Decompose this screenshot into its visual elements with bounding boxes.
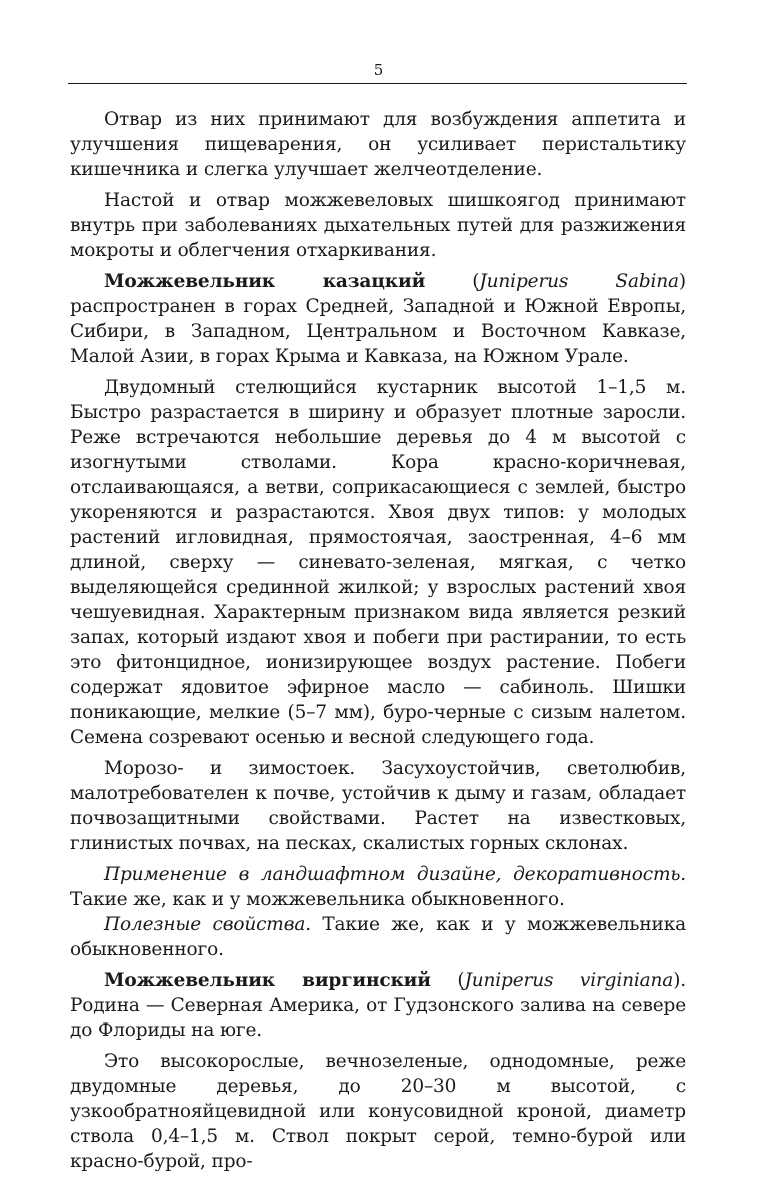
section-lead: Полезные свойства. [104,914,311,935]
paragraph-infusion [70,188,686,263]
paragraph-text: Такие же, как и у можжевельника обыкновенного. [70,914,686,960]
body-text [70,107,686,1174]
paragraph-landscape-use [70,862,686,912]
paragraph-sabina-description [70,375,686,750]
paragraph-text: Настой и отвар можжевеловых шишкоягод принимают внутрь при заболеваниях дыхательных путей для разжижения мокроты и облегчения отхаркивания. [70,190,686,261]
paragraph-appetite [70,107,686,182]
paren-open: ( [430,970,465,991]
header-rule [68,83,687,84]
page-number: 5 [373,61,384,79]
paragraph-text: Это высокорослые, вечнозеленые, однодомные, реже двудомные деревья, до 20–30 м высотой, с узкообратнояйцевидной или конусовидной кроной, диаметр ствола 0,4–1,5 м. Ствол покрыт серой, темно-бурой или красно-бурой, про- [70,1051,686,1172]
paragraph-useful-properties [70,912,686,962]
paragraph-text: Такие же, как и у можжевельника обыкновенного. [70,889,565,910]
paragraph-text: ) распространен в горах Средней, Западной и Южной Европы, Сибири, в Западном, Центральном и Восточном Кавказе, Малой Азии, в горах Крыма и Кавказа, на Южном Урале. [70,271,686,367]
species-title: Можжевельник виргинский [104,970,431,991]
species-latin-name: Juniperus Sabina [479,271,679,292]
paragraph-text: Отвар из них принимают для возбуждения аппетита и улучшения пищеварения, он усиливает перистальтику кишечника и слегка улучшает желчеотделение. [70,109,686,180]
species-title: Можжевельник казацкий [104,271,426,292]
paragraph-text: Двудомный стелющийся кустарник высотой 1–1,5 м. Быстро разрастается в ширину и образует плотные заросли. Реже встречаются небольшие деревья до 4 м высотой с изогнутыми стволами. Кора красно-коричневая, отслаивающаяся, а ветви, соприкасающиеся с землей, быстро укореняются и разрастаются. Хвоя двух типов: у молодых растений игловидная, прямостоячая, заостренная, 4–6 мм длиной, сверху — синевато-зеленая, мягкая, с четко выделяющейся срединной жилкой; у взрослых растений хвоя чешуевидная. Характерным признаком вида является резкий запах, который издают хвоя и побеги при растирании, то есть это фитонцидное, ионизирующее воздух растение. Побеги содержат ядовитое эфирное масло — сабиноль. Шишки поникающие, мелкие (5–7 мм), буро-черные с сизым налетом. Семена созревают осенью и весной следующего года. [70,377,686,748]
paragraph-virginiana-intro [70,968,686,1043]
paren-open: ( [425,271,480,292]
species-latin-name: Juniperus virginiana [464,970,674,991]
paragraph-sabina-intro [70,269,686,369]
paragraph-text: ). Родина — Северная Америка, от Гудзонского залива на севере до Флориды на юге. [70,970,686,1041]
paragraph-virginiana-description [70,1049,686,1174]
paragraph-text: Морозо- и зимостоек. Засухоустойчив, светолюбив, малотребователен к почве, устойчив к дыму и газам, обладает почвозащитными свойствами. Растет на известковых, глинистых почвах, на песках, скалистых горных склонах. [70,758,686,854]
section-lead: Применение в ландшафтном дизайне, декоративность. [104,864,686,885]
paragraph-sabina-hardiness [70,756,686,856]
